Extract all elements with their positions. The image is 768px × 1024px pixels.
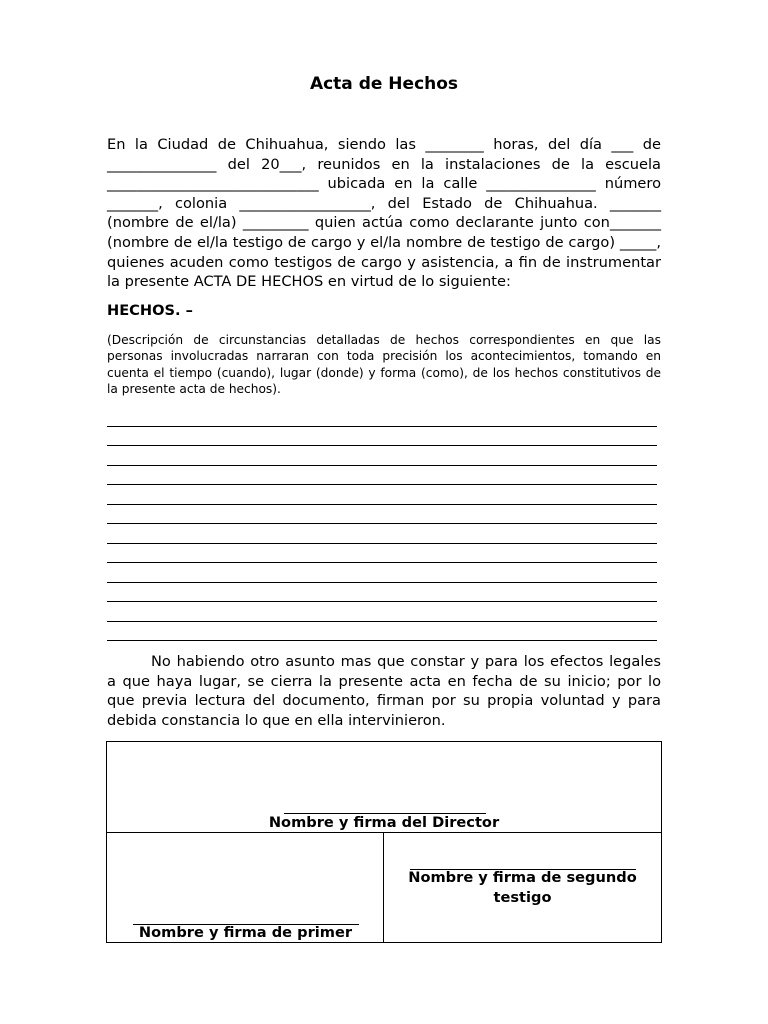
blank-line <box>107 427 657 447</box>
blank-line <box>107 524 657 544</box>
second-witness-signature-label: Nombre y firma de segundo testigo <box>408 869 637 906</box>
hechos-description: (Descripción de circunstancias detalladas de hechos correspondientes en que las personas involucradas narraran con toda precisión los acontecimientos, tomando en cuenta el tiempo (cuando), lugar (donde) y forma (como), de los hechos constitutivos de la presente acta de hechos). <box>107 333 661 397</box>
blank-line <box>107 563 657 583</box>
blank-line <box>107 583 657 603</box>
first-witness-signature-label: Nombre y firma de primer <box>138 924 353 941</box>
blank-writing-lines <box>107 407 657 641</box>
blank-line <box>107 446 657 466</box>
document-title: Acta de Hechos <box>309 74 459 94</box>
director-signature-cell <box>107 742 661 833</box>
closing-paragraph: No habiendo otro asunto mas que constar y para los efectos legales a que haya lugar, se cierra la presente acta en fecha de su inicio; por lo que previa lectura del documento, firman por su propia voluntad y para debida constancia lo que en ella intervinieron. <box>107 653 661 729</box>
intro-paragraph: En la Ciudad de Chihuahua, siendo las ________ horas, del día ___ de _______________ del 20___, reunidos en la instalaciones de la escuela _____________________________ ubicada en la calle _______________ número _______, colonia __________________, del Estado de Chihuahua. _______ (nombre de el/la) _________ quien actúa como declarante junto con_______ (nombre de el/la testigo de cargo y el/la nombre de testigo de cargo) _____, quienes acuden como testigos de cargo y asistencia, a fin de instrumentar la presente ACTA DE HECHOS en virtud de lo siguiente: <box>107 136 661 291</box>
second-witness-signature-cell <box>384 833 661 942</box>
blank-line <box>107 466 657 486</box>
blank-line <box>107 505 657 525</box>
first-witness-signature-cell <box>107 833 384 942</box>
blank-line <box>107 407 657 427</box>
blank-line <box>107 544 657 564</box>
signature-table <box>106 741 662 943</box>
blank-line <box>107 485 657 505</box>
director-signature-label: Nombre y firma del Director <box>268 814 500 831</box>
blank-line <box>107 602 657 622</box>
blank-line <box>107 622 657 642</box>
hechos-heading: HECHOS. – <box>107 302 193 319</box>
